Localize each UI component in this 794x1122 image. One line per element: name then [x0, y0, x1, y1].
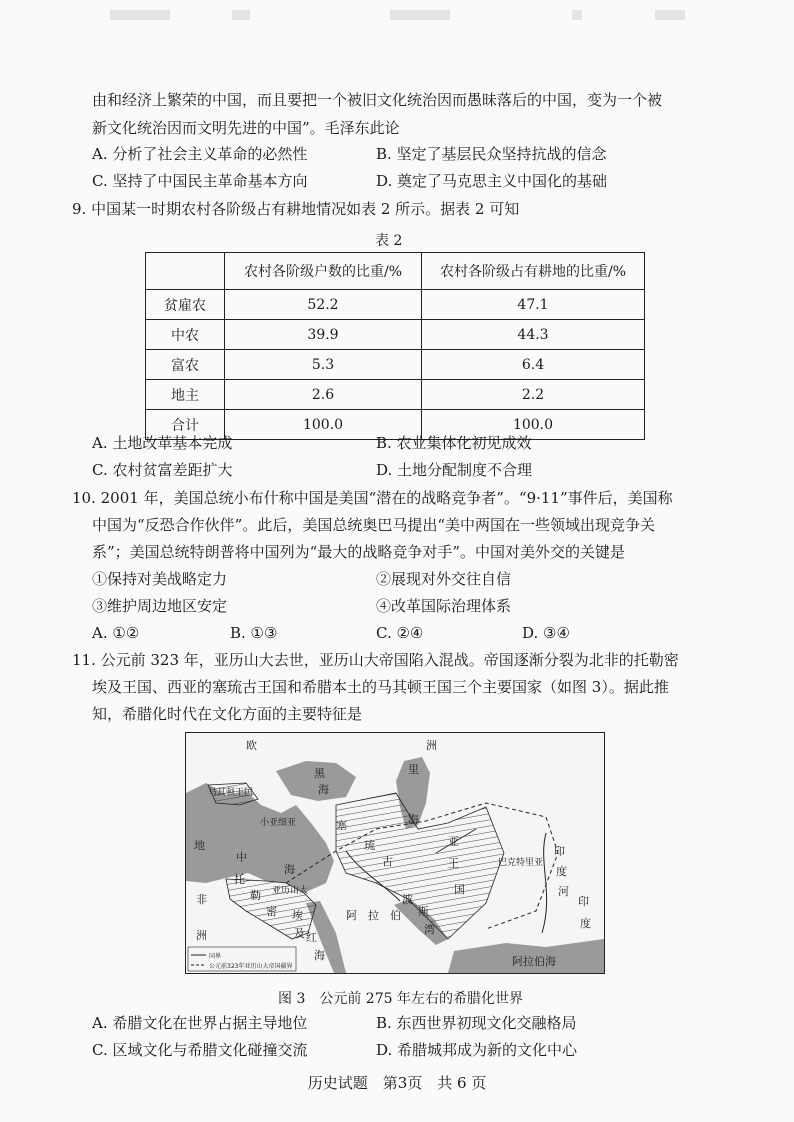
table-header-households: 农村各阶级户数的比重/%	[225, 253, 422, 290]
table-cell: 52.2	[225, 290, 422, 320]
table-cell: 44.3	[422, 320, 645, 350]
q8-option-d: D. 奠定了马克思主义中国化的基础	[376, 172, 608, 190]
label-macedon: 马其顿王国	[208, 788, 254, 798]
label-mediterranean-1: 地	[194, 839, 205, 852]
table-cell: 47.1	[422, 290, 645, 320]
label-indus-3: 河	[558, 885, 569, 898]
label-indus-1: 印	[554, 845, 565, 858]
label-caspian-1: 里	[408, 763, 419, 776]
table-2-title: 表 2	[375, 233, 403, 249]
q9-option-c: C. 农村贫富差距扩大	[92, 461, 233, 479]
label-seleucid-2: 琉	[364, 839, 375, 852]
label-persian-gulf-1: 波	[402, 893, 413, 906]
label-europe-2: 洲	[426, 739, 437, 752]
table-cell: 地主	[146, 380, 225, 410]
table-cell: 中农	[146, 320, 225, 350]
legend-border: 国界	[209, 953, 222, 960]
q10-option-d: D. ③④	[522, 624, 570, 642]
label-africa-2: 洲	[196, 929, 207, 942]
figure-3-caption: 图 3 公元前 275 年左右的希腊化世界	[278, 991, 523, 1007]
q11-line2: 埃及王国、西亚的塞琉古王国和希腊本土的马其顿王国三个主要国家（如图 3）。据此推	[92, 678, 669, 696]
table-cell: 5.3	[225, 350, 422, 380]
label-arabia: 阿 拉 伯	[346, 909, 401, 922]
q11-option-a: A. 希腊文化在世界占据主导地位	[92, 1014, 308, 1032]
label-black-sea-2: 海	[318, 783, 329, 796]
label-indus-2: 度	[556, 865, 567, 878]
q11-option-d: D. 希腊城邦成为新的文化中心	[376, 1041, 578, 1059]
q10-item-4: ④改革国际治理体系	[376, 597, 512, 615]
table-row	[146, 290, 645, 320]
label-ptolemy-3: 密	[266, 905, 277, 918]
q11-line1: 11. 公元前 323 年，亚历山大去世，亚历山大帝国陷入混战。帝国逐渐分裂为北非的托勒密	[72, 651, 679, 669]
table-cell: 100.0	[422, 410, 645, 440]
label-africa-1: 非	[196, 893, 207, 906]
q9-option-a: A. 土地改革基本完成	[92, 434, 233, 452]
q11-option-c: C. 区域文化与希腊文化碰撞交流	[92, 1041, 308, 1059]
label-persian-gulf-3: 湾	[424, 923, 435, 936]
q8-option-c: C. 坚持了中国民主革命基本方向	[92, 172, 308, 190]
table-cell: 贫雇农	[146, 290, 225, 320]
table-row	[146, 350, 645, 380]
label-red-sea-2: 海	[314, 949, 325, 962]
q11-line3: 知，希腊化时代在文化方面的主要特征是	[92, 705, 363, 723]
legend-empire-boundary: 公元前323年亚历山大帝国疆界	[209, 963, 293, 970]
table-cell: 2.6	[225, 380, 422, 410]
table-2	[145, 252, 645, 440]
q9-option-d: D. 土地分配制度不合理	[376, 461, 533, 479]
label-egypt-1: 埃	[292, 909, 303, 922]
q10-line1: 10. 2001 年，美国总统小布什称中国是美国“潜在的战略竞争者”。“9·11”事件后，美国称	[72, 489, 673, 507]
q10-item-2: ②展现对外交往自信	[376, 570, 512, 588]
table-header-row	[146, 253, 645, 290]
label-seleucid-3: 古	[382, 855, 393, 868]
label-bactria: 巴克特里亚	[498, 858, 544, 868]
label-black-sea-1: 黑	[314, 767, 325, 780]
table-row	[146, 380, 645, 410]
table-cell: 2.2	[422, 380, 645, 410]
label-ptolemy-2: 勒	[250, 889, 261, 902]
q8-line2: 新文化统治因而文明先进的中国”。毛泽东此论	[92, 119, 400, 137]
table-cell: 6.4	[422, 350, 645, 380]
q10-line2: 中国为“反恐合作伙伴”。此后，美国总统奥巴马提出“美中两国在一些领域出现竞争关	[92, 516, 656, 534]
label-india-2: 度	[580, 917, 591, 930]
page-footer: 历史试题 第3页 共 6 页	[307, 1074, 487, 1092]
q8-line1: 由和经济上繁荣的中国，而且要把一个被旧文化统治因而愚昧落后的中国，变为一个被	[92, 91, 663, 109]
q10-option-c: C. ②④	[376, 624, 424, 642]
q10-item-1: ①保持对美战略定力	[92, 570, 228, 588]
label-small-asia: 小亚细亚	[260, 818, 297, 828]
label-alexandria: 亚历山大	[272, 886, 309, 896]
table-cell: 合计	[146, 410, 225, 440]
table-row	[146, 320, 645, 350]
table-header-corner	[146, 253, 225, 290]
label-mediterranean-2: 中	[236, 851, 247, 864]
label-seleucid-1: 塞	[336, 819, 347, 832]
q10-item-3: ③维护周边地区安定	[92, 597, 228, 615]
q10-line3: 系”；美国总统特朗普将中国列为“最大的战略竞争对手”。中国对美外交的关键是	[92, 543, 626, 561]
q9-option-b: B. 农业集体化初见成效	[376, 434, 532, 452]
label-mediterranean-3: 海	[284, 863, 295, 876]
label-europe-1: 欧	[246, 739, 257, 752]
map-graphic	[186, 733, 604, 973]
q9-stem: 9. 中国某一时期农村各阶级占有耕地情况如表 2 所示。据表 2 可知	[72, 200, 520, 218]
label-persian-gulf-2: 斯	[418, 905, 429, 918]
label-caspian-2: 海	[408, 813, 419, 826]
label-red-sea-1: 红	[306, 931, 317, 944]
table-cell: 富农	[146, 350, 225, 380]
label-arabian-sea: 阿拉伯海	[512, 955, 556, 968]
river-indus	[542, 833, 547, 933]
label-ptolemy-1: 托	[234, 873, 245, 886]
table-cell: 100.0	[225, 410, 422, 440]
scan-marks	[0, 10, 794, 24]
q10-option-a: A. ①②	[92, 624, 140, 642]
q10-option-b: B. ①③	[230, 624, 278, 642]
label-asia-1: 亚	[448, 835, 459, 848]
table-header-land: 农村各阶级占有耕地的比重/%	[422, 253, 645, 290]
label-asia-3: 国	[454, 883, 465, 896]
table-cell: 39.9	[225, 320, 422, 350]
label-asia-2: 王	[448, 857, 459, 870]
hellenistic-world-map	[185, 732, 605, 974]
label-egypt-2: 及	[294, 927, 305, 940]
label-india-1: 印	[578, 895, 589, 908]
q11-option-b: B. 东西世界初现文化交融格局	[376, 1014, 577, 1032]
q8-option-b: B. 坚定了基层民众坚持抗战的信念	[376, 145, 607, 163]
q8-option-a: A. 分析了社会主义革命的必然性	[92, 145, 308, 163]
